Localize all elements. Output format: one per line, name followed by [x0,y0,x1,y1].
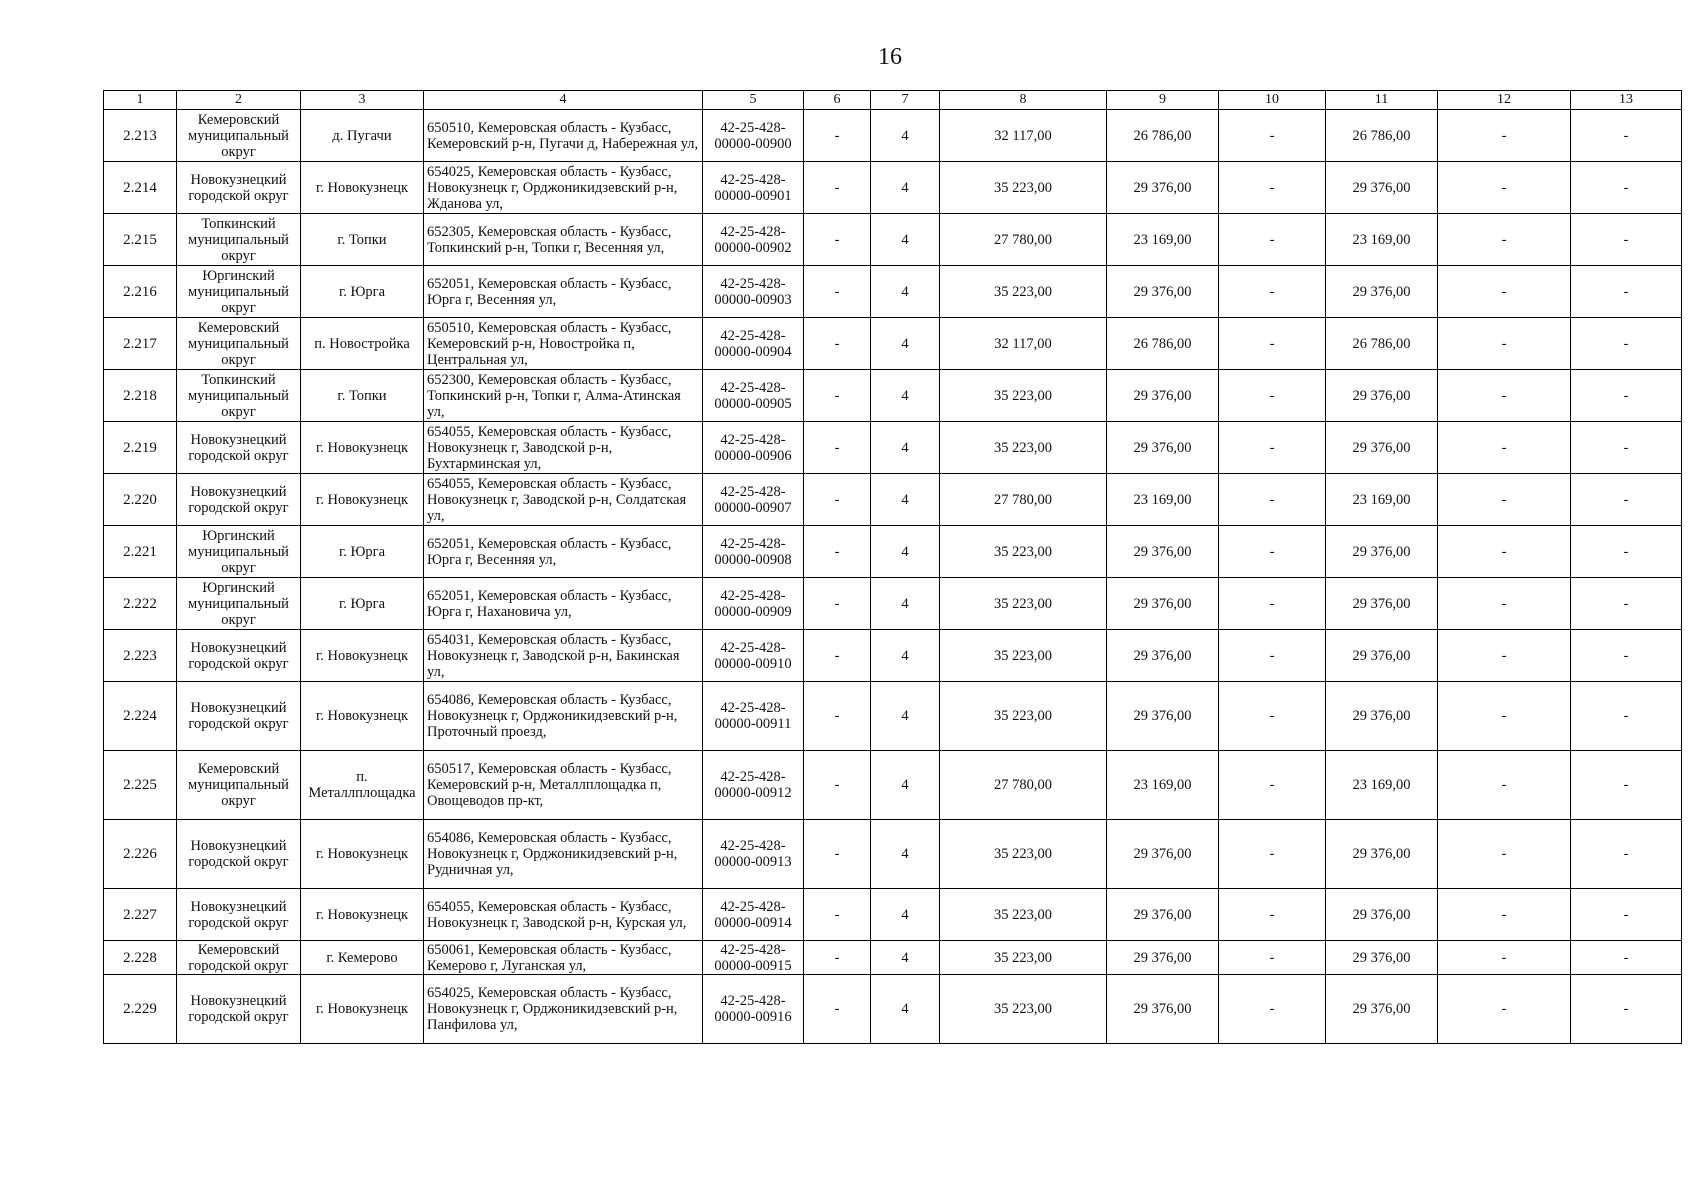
col9-cell: 29 376,00 [1107,422,1219,474]
col10-cell: - [1219,318,1326,370]
table-row [104,162,1682,214]
district-cell: Новокузнецкий городской округ [177,630,301,682]
district-cell: Новокузнецкий городской округ [177,889,301,941]
col12-cell: - [1438,370,1571,422]
row-number: 2.224 [104,682,177,751]
district-cell: Новокузнецкий городской округ [177,975,301,1044]
address-cell: 652051, Кемеровская область - Кузбасс, Юрга г, Нахановича ул, [424,578,703,630]
settlement-cell: г. Новокузнецк [301,682,424,751]
row-number: 2.214 [104,162,177,214]
district-cell: Новокузнецкий городской округ [177,162,301,214]
table-row [104,578,1682,630]
col11-cell: 26 786,00 [1326,318,1438,370]
col10-cell: - [1219,751,1326,820]
code-cell: 42-25-428-00000-00912 [703,751,804,820]
code-cell: 42-25-428-00000-00915 [703,941,804,975]
settlement-cell: п. Новостройка [301,318,424,370]
settlement-cell: г. Топки [301,370,424,422]
code-cell: 42-25-428-00000-00904 [703,318,804,370]
column-header-8: 8 [940,91,1107,110]
col12-cell: - [1438,526,1571,578]
col6-cell: - [804,941,871,975]
address-cell: 654025, Кемеровская область - Кузбасс, Новокузнецк г, Орджоникидзевский р-н, Жданова ул, [424,162,703,214]
column-header-6: 6 [804,91,871,110]
code-cell: 42-25-428-00000-00916 [703,975,804,1044]
col6-cell: - [804,110,871,162]
col10-cell: - [1219,526,1326,578]
col9-cell: 29 376,00 [1107,630,1219,682]
col11-cell: 29 376,00 [1326,422,1438,474]
col12-cell: - [1438,214,1571,266]
row-number: 2.226 [104,820,177,889]
col12-cell: - [1438,751,1571,820]
col13-cell: - [1571,975,1682,1044]
col11-cell: 29 376,00 [1326,975,1438,1044]
col11-cell: 29 376,00 [1326,526,1438,578]
col11-cell: 29 376,00 [1326,370,1438,422]
district-cell: Топкинский муниципальный округ [177,214,301,266]
row-number: 2.213 [104,110,177,162]
settlement-cell: г. Новокузнецк [301,975,424,1044]
table-row [104,975,1682,1044]
col9-cell: 29 376,00 [1107,820,1219,889]
col8-cell: 35 223,00 [940,526,1107,578]
col12-cell: - [1438,975,1571,1044]
address-cell: 654055, Кемеровская область - Кузбасс, Новокузнецк г, Заводской р-н, Солдатская ул, [424,474,703,526]
table-row [104,682,1682,751]
col9-cell: 29 376,00 [1107,526,1219,578]
district-cell: Кемеровский муниципальный округ [177,110,301,162]
col7-cell: 4 [871,266,940,318]
col10-cell: - [1219,162,1326,214]
row-number: 2.221 [104,526,177,578]
address-cell: 650517, Кемеровская область - Кузбасс, Кемеровский р-н, Металлплощадка п, Овощеводов пр-кт, [424,751,703,820]
settlement-cell: г. Новокузнецк [301,889,424,941]
row-number: 2.220 [104,474,177,526]
address-cell: 654086, Кемеровская область - Кузбасс, Новокузнецк г, Орджоникидзевский р-н, Рудничная ул, [424,820,703,889]
col9-cell: 23 169,00 [1107,214,1219,266]
col10-cell: - [1219,474,1326,526]
table-row [104,941,1682,975]
col9-cell: 23 169,00 [1107,751,1219,820]
col9-cell: 29 376,00 [1107,578,1219,630]
col7-cell: 4 [871,110,940,162]
district-cell: Кемеровский муниципальный округ [177,318,301,370]
col6-cell: - [804,578,871,630]
col7-cell: 4 [871,820,940,889]
col13-cell: - [1571,318,1682,370]
col11-cell: 29 376,00 [1326,630,1438,682]
col12-cell: - [1438,578,1571,630]
col10-cell: - [1219,941,1326,975]
address-cell: 650510, Кемеровская область - Кузбасс, Кемеровский р-н, Новостройка п, Центральная ул, [424,318,703,370]
column-header-13: 13 [1571,91,1682,110]
col12-cell: - [1438,820,1571,889]
col8-cell: 32 117,00 [940,318,1107,370]
col8-cell: 35 223,00 [940,370,1107,422]
col11-cell: 23 169,00 [1326,474,1438,526]
settlement-cell: г. Юрга [301,578,424,630]
code-cell: 42-25-428-00000-00903 [703,266,804,318]
district-cell: Юргинский муниципальный округ [177,526,301,578]
code-cell: 42-25-428-00000-00902 [703,214,804,266]
col6-cell: - [804,422,871,474]
district-cell: Кемеровский городской округ [177,941,301,975]
col9-cell: 29 376,00 [1107,975,1219,1044]
col6-cell: - [804,214,871,266]
column-header-2: 2 [177,91,301,110]
table-row [104,214,1682,266]
code-cell: 42-25-428-00000-00910 [703,630,804,682]
col6-cell: - [804,266,871,318]
address-cell: 652300, Кемеровская область - Кузбасс, Топкинский р-н, Топки г, Алма-Атинская ул, [424,370,703,422]
code-cell: 42-25-428-00000-00905 [703,370,804,422]
col6-cell: - [804,889,871,941]
column-header-5: 5 [703,91,804,110]
col7-cell: 4 [871,162,940,214]
col8-cell: 35 223,00 [940,266,1107,318]
col13-cell: - [1571,526,1682,578]
col13-cell: - [1571,266,1682,318]
col8-cell: 35 223,00 [940,630,1107,682]
col13-cell: - [1571,941,1682,975]
settlement-cell: г. Новокузнецк [301,630,424,682]
address-cell: 654055, Кемеровская область - Кузбасс, Новокузнецк г, Заводской р-н, Курская ул, [424,889,703,941]
table-body [104,110,1682,1044]
table-row [104,474,1682,526]
district-cell: Новокузнецкий городской округ [177,422,301,474]
col13-cell: - [1571,820,1682,889]
col7-cell: 4 [871,751,940,820]
table-row [104,630,1682,682]
col7-cell: 4 [871,682,940,751]
col12-cell: - [1438,110,1571,162]
table-row [104,266,1682,318]
col10-cell: - [1219,630,1326,682]
column-header-9: 9 [1107,91,1219,110]
col11-cell: 29 376,00 [1326,578,1438,630]
header-row [104,91,1682,110]
code-cell: 42-25-428-00000-00913 [703,820,804,889]
column-header-11: 11 [1326,91,1438,110]
col7-cell: 4 [871,889,940,941]
row-number: 2.223 [104,630,177,682]
row-number: 2.229 [104,975,177,1044]
district-cell: Новокузнецкий городской округ [177,474,301,526]
col7-cell: 4 [871,975,940,1044]
address-cell: 652051, Кемеровская область - Кузбасс, Юрга г, Весенняя ул, [424,266,703,318]
col7-cell: 4 [871,526,940,578]
col9-cell: 26 786,00 [1107,110,1219,162]
col7-cell: 4 [871,214,940,266]
code-cell: 42-25-428-00000-00907 [703,474,804,526]
code-cell: 42-25-428-00000-00901 [703,162,804,214]
col9-cell: 29 376,00 [1107,162,1219,214]
col6-cell: - [804,474,871,526]
address-cell: 654025, Кемеровская область - Кузбасс, Новокузнецк г, Орджоникидзевский р-н, Панфилова ул, [424,975,703,1044]
code-cell: 42-25-428-00000-00900 [703,110,804,162]
district-cell: Юргинский муниципальный округ [177,266,301,318]
row-number: 2.228 [104,941,177,975]
col10-cell: - [1219,422,1326,474]
district-cell: Топкинский муниципальный округ [177,370,301,422]
row-number: 2.217 [104,318,177,370]
page-number: 16 [878,44,902,70]
address-cell: 654055, Кемеровская область - Кузбасс, Новокузнецк г, Заводской р-н, Бухтарминская ул, [424,422,703,474]
col9-cell: 29 376,00 [1107,682,1219,751]
column-header-4: 4 [424,91,703,110]
col13-cell: - [1571,630,1682,682]
row-number: 2.218 [104,370,177,422]
code-cell: 42-25-428-00000-00906 [703,422,804,474]
col12-cell: - [1438,474,1571,526]
row-number: 2.219 [104,422,177,474]
col12-cell: - [1438,682,1571,751]
table-header [104,91,1682,110]
col9-cell: 29 376,00 [1107,941,1219,975]
col7-cell: 4 [871,941,940,975]
col7-cell: 4 [871,370,940,422]
col9-cell: 29 376,00 [1107,889,1219,941]
column-header-10: 10 [1219,91,1326,110]
district-cell: Новокузнецкий городской округ [177,820,301,889]
col8-cell: 35 223,00 [940,682,1107,751]
col13-cell: - [1571,162,1682,214]
col10-cell: - [1219,578,1326,630]
column-header-1: 1 [104,91,177,110]
col11-cell: 29 376,00 [1326,941,1438,975]
col12-cell: - [1438,941,1571,975]
col12-cell: - [1438,889,1571,941]
col12-cell: - [1438,422,1571,474]
code-cell: 42-25-428-00000-00909 [703,578,804,630]
district-cell: Новокузнецкий городской округ [177,682,301,751]
col10-cell: - [1219,214,1326,266]
col13-cell: - [1571,682,1682,751]
col6-cell: - [804,751,871,820]
col11-cell: 29 376,00 [1326,889,1438,941]
address-cell: 650061, Кемеровская область - Кузбасс, Кемерово г, Луганская ул, [424,941,703,975]
col12-cell: - [1438,630,1571,682]
col8-cell: 35 223,00 [940,820,1107,889]
col10-cell: - [1219,682,1326,751]
code-cell: 42-25-428-00000-00911 [703,682,804,751]
col7-cell: 4 [871,318,940,370]
table-row [104,110,1682,162]
code-cell: 42-25-428-00000-00914 [703,889,804,941]
table-row [104,820,1682,889]
col13-cell: - [1571,370,1682,422]
table-row [104,751,1682,820]
address-cell: 652051, Кемеровская область - Кузбасс, Юрга г, Весенняя ул, [424,526,703,578]
col7-cell: 4 [871,630,940,682]
registry-table [103,90,1682,1044]
col8-cell: 35 223,00 [940,941,1107,975]
col7-cell: 4 [871,474,940,526]
col10-cell: - [1219,975,1326,1044]
col9-cell: 23 169,00 [1107,474,1219,526]
col6-cell: - [804,630,871,682]
settlement-cell: д. Пугачи [301,110,424,162]
table-row [104,422,1682,474]
col11-cell: 23 169,00 [1326,751,1438,820]
col10-cell: - [1219,820,1326,889]
row-number: 2.227 [104,889,177,941]
col8-cell: 35 223,00 [940,162,1107,214]
address-cell: 654031, Кемеровская область - Кузбасс, Новокузнецк г, Заводской р-н, Бакинская ул, [424,630,703,682]
settlement-cell: г. Новокузнецк [301,162,424,214]
settlement-cell: г. Новокузнецк [301,422,424,474]
col8-cell: 35 223,00 [940,422,1107,474]
col12-cell: - [1438,266,1571,318]
code-cell: 42-25-428-00000-00908 [703,526,804,578]
address-cell: 652305, Кемеровская область - Кузбасс, Топкинский р-н, Топки г, Весенняя ул, [424,214,703,266]
col13-cell: - [1571,578,1682,630]
col8-cell: 27 780,00 [940,751,1107,820]
settlement-cell: п. Металлплощадка [301,751,424,820]
col10-cell: - [1219,110,1326,162]
settlement-cell: г. Новокузнецк [301,820,424,889]
col11-cell: 26 786,00 [1326,110,1438,162]
col9-cell: 29 376,00 [1107,370,1219,422]
col11-cell: 29 376,00 [1326,266,1438,318]
row-number: 2.215 [104,214,177,266]
district-cell: Юргинский муниципальный округ [177,578,301,630]
col13-cell: - [1571,751,1682,820]
col12-cell: - [1438,162,1571,214]
col6-cell: - [804,682,871,751]
column-header-12: 12 [1438,91,1571,110]
col8-cell: 35 223,00 [940,578,1107,630]
row-number: 2.225 [104,751,177,820]
row-number: 2.222 [104,578,177,630]
col10-cell: - [1219,266,1326,318]
col8-cell: 32 117,00 [940,110,1107,162]
col6-cell: - [804,318,871,370]
column-header-3: 3 [301,91,424,110]
settlement-cell: г. Кемерово [301,941,424,975]
table-row [104,318,1682,370]
settlement-cell: г. Топки [301,214,424,266]
settlement-cell: г. Юрга [301,266,424,318]
row-number: 2.216 [104,266,177,318]
col8-cell: 27 780,00 [940,214,1107,266]
col7-cell: 4 [871,422,940,474]
col12-cell: - [1438,318,1571,370]
table-row [104,889,1682,941]
col6-cell: - [804,975,871,1044]
col6-cell: - [804,370,871,422]
col6-cell: - [804,526,871,578]
col8-cell: 27 780,00 [940,474,1107,526]
col11-cell: 29 376,00 [1326,682,1438,751]
col13-cell: - [1571,474,1682,526]
col8-cell: 35 223,00 [940,975,1107,1044]
address-cell: 650510, Кемеровская область - Кузбасс, Кемеровский р-н, Пугачи д, Набережная ул, [424,110,703,162]
col13-cell: - [1571,214,1682,266]
col10-cell: - [1219,370,1326,422]
col9-cell: 29 376,00 [1107,266,1219,318]
col11-cell: 29 376,00 [1326,820,1438,889]
col11-cell: 29 376,00 [1326,162,1438,214]
col6-cell: - [804,820,871,889]
col10-cell: - [1219,889,1326,941]
address-cell: 654086, Кемеровская область - Кузбасс, Новокузнецк г, Орджоникидзевский р-н, Проточный проезд, [424,682,703,751]
district-cell: Кемеровский муниципальный округ [177,751,301,820]
col9-cell: 26 786,00 [1107,318,1219,370]
col7-cell: 4 [871,578,940,630]
table-row [104,370,1682,422]
col6-cell: - [804,162,871,214]
table-row [104,526,1682,578]
col8-cell: 35 223,00 [940,889,1107,941]
settlement-cell: г. Юрга [301,526,424,578]
col13-cell: - [1571,422,1682,474]
col13-cell: - [1571,889,1682,941]
settlement-cell: г. Новокузнецк [301,474,424,526]
column-header-7: 7 [871,91,940,110]
col13-cell: - [1571,110,1682,162]
col11-cell: 23 169,00 [1326,214,1438,266]
